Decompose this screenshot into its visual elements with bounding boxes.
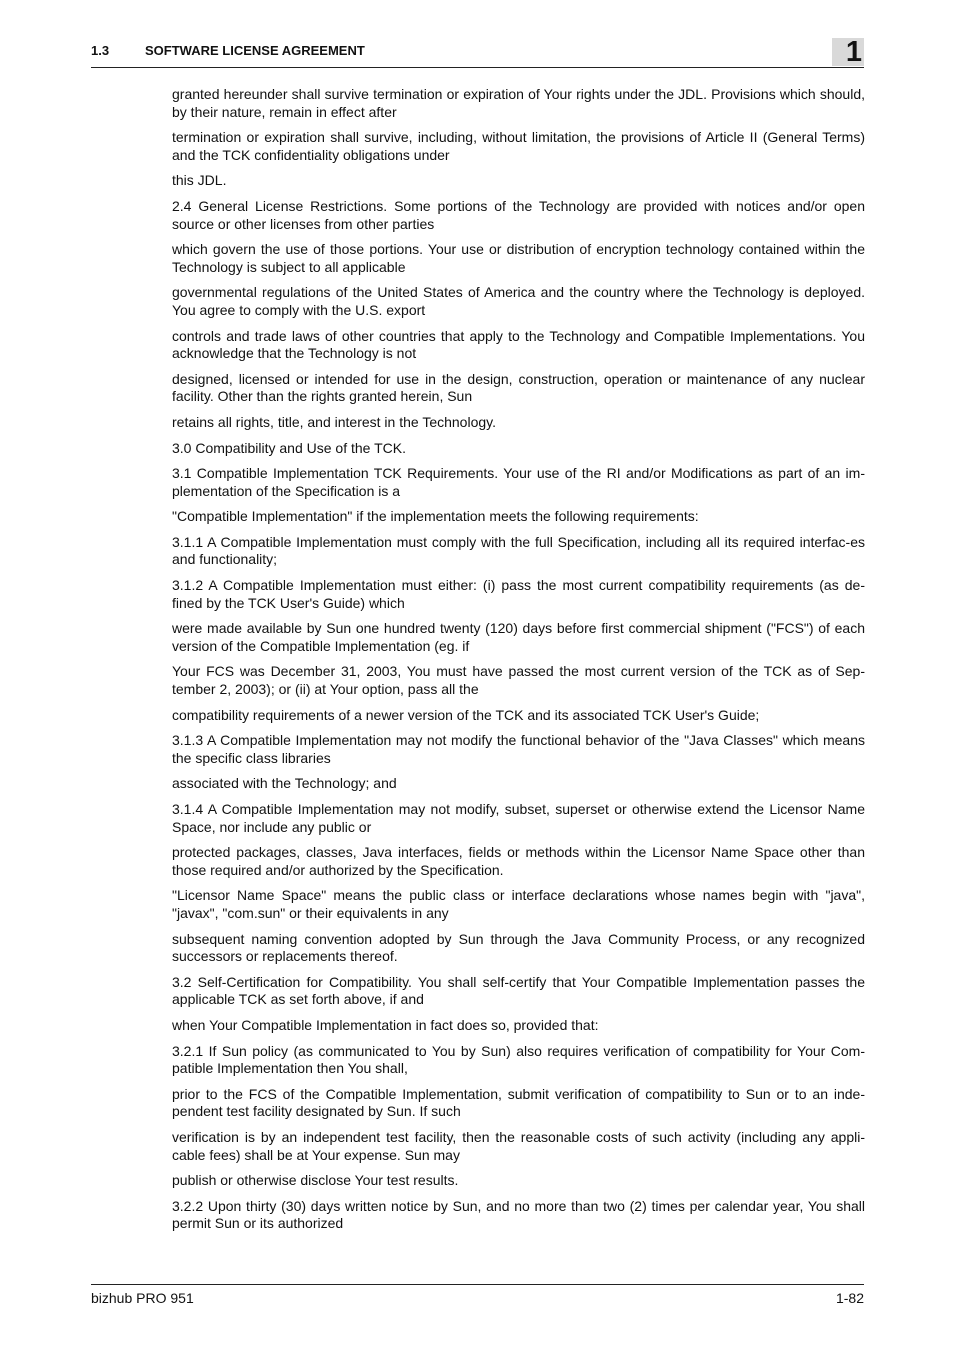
paragraph: prior to the FCS of the Compatible Implementation, submit verification of compatibility to Sun or to an inde-pendent test facility designated by Sun. If such: [172, 1085, 865, 1120]
paragraph: protected packages, classes, Java interfaces, fields or methods within the Licensor Name Space other than those required and/or authorized by the Specification.: [172, 844, 865, 878]
page-number: 1-82: [835, 1290, 864, 1306]
section-number: 1.3: [91, 43, 110, 58]
section-title: SOFTWARE LICENSE AGREEMENT: [145, 43, 365, 58]
paragraph: 3.2 Self-Certification for Compatibility. You shall self-certify that Your Compatible Implementation passes the applicable TCK as set forth above, if and: [172, 973, 865, 1008]
paragraph: retains all rights, title, and interest in the Technology.: [172, 413, 496, 430]
product-name: bizhub PRO 951: [91, 1290, 194, 1306]
paragraph: 3.1.4 A Compatible Implementation may not modify, subset, superset or otherwise extend the Licensor Name Space, nor include any public or: [172, 801, 865, 835]
page-header: [91, 36, 864, 68]
paragraph: controls and trade laws of other countries that apply to the Technology and Compatible Implementations. You acknowledge that the Technology is not: [172, 327, 865, 362]
paragraph: designed, licensed or intended for use in the design, construction, operation or maintenance of any nuclear facility. Other than the rights granted herein, Sun: [172, 370, 865, 405]
paragraph: termination or expiration shall survive, including, without limitation, the provisions of Article II (General Terms) and the TCK confidentiality obligations under: [172, 129, 865, 163]
paragraph: publish or otherwise disclose Your test results.: [172, 1172, 459, 1189]
paragraph: 3.1.3 A Compatible Implementation may not modify the functional behavior of the "Java Classes" which means the specific class libraries: [172, 732, 865, 766]
paragraph: when Your Compatible Implementation in fact does so, provided that:: [172, 1016, 599, 1033]
chapter-number: 1: [845, 36, 862, 68]
paragraph: associated with the Technology; and: [172, 775, 397, 792]
paragraph: 3.1 Compatible Implementation TCK Requirements. Your use of the RI and/or Modifications as part of an im-plementation of the Specification is a: [172, 465, 865, 499]
paragraph: subsequent naming convention adopted by Sun through the Java Community Process, or any recognized successors or replacements thereof.: [172, 930, 865, 965]
paragraph: granted hereunder shall survive termination or expiration of Your rights under the JDL. Provisions which should, by their nature, remain in effect after: [172, 86, 865, 120]
paragraph: 3.2.1 If Sun policy (as communicated to You by Sun) also requires verification of compatibility for Your Com-patible Implementation then You shall,: [172, 1042, 865, 1077]
paragraph: governmental regulations of the United States of America and the country where the Technology is deployed. You agree to comply with the U.S. export: [172, 284, 865, 318]
paragraph: 3.1.2 A Compatible Implementation must either: (i) pass the most current compatibility requirements (as de-fined by the TCK User's Guide) which: [172, 577, 865, 611]
body-text: [172, 86, 865, 1241]
paragraph: "Licensor Name Space" means the public class or interface declarations whose names begin with "java", "javax", "com.sun" or their equivalents in any: [172, 887, 865, 921]
paragraph: which govern the use of those portions. Your use or distribution of encryption technology contained within the Technology is subject to all applicable: [172, 241, 865, 275]
paragraph: compatibility requirements of a newer version of the TCK and its associated TCK User's Guide;: [172, 706, 760, 723]
paragraph: "Compatible Implementation" if the implementation meets the following requirements:: [172, 508, 699, 525]
paragraph: verification is by an independent test facility, then the reasonable costs of such activity (including any appli-cable fees) shall be at Your expense. Sun may: [172, 1128, 865, 1163]
page-footer: [91, 1284, 864, 1306]
paragraph: this JDL.: [172, 172, 227, 189]
paragraph: 3.1.1 A Compatible Implementation must comply with the full Specification, including all its required interfac-es and functionality;: [172, 533, 865, 568]
paragraph: were made available by Sun one hundred twenty (120) days before first commercial shipment ("FCS") of each version of the Compatible Implementation (eg. if: [172, 620, 865, 654]
paragraph: Your FCS was December 31, 2003, You must have passed the most current version of the TCK as of Sep-tember 2, 2003); or (ii) at Your option, pass all the: [172, 663, 865, 698]
paragraph: 3.0 Compatibility and Use of the TCK.: [172, 439, 406, 456]
paragraph: 3.2.2 Upon thirty (30) days written notice by Sun, and no more than two (2) times per calendar year, You shall permit Sun or its authorized: [172, 1197, 865, 1232]
paragraph: 2.4 General License Restrictions. Some portions of the Technology are provided with notices and/or open source or other licenses from other parties: [172, 197, 865, 232]
